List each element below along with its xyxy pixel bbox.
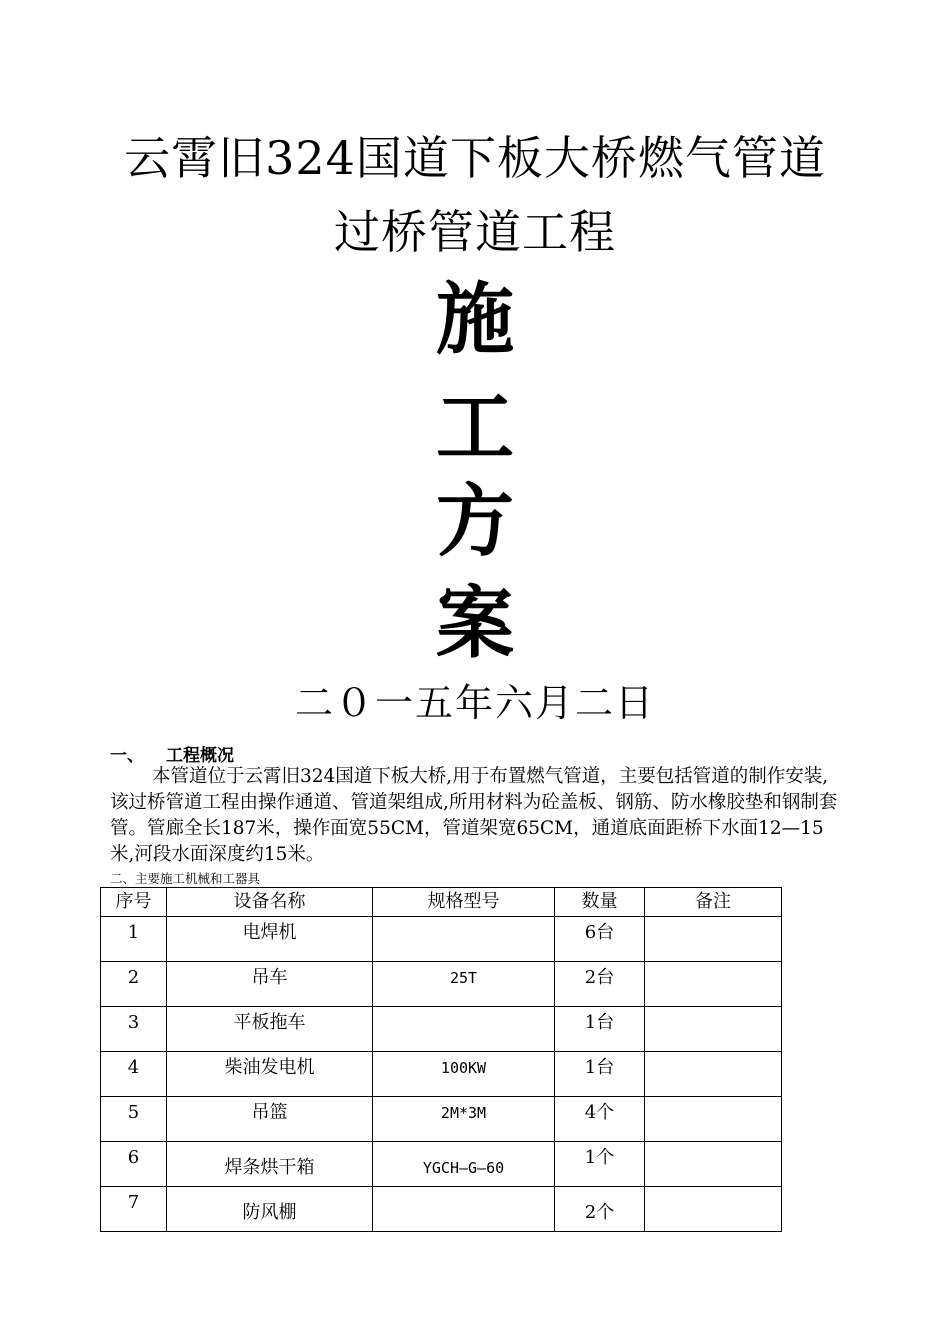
cell-equipment-name [167, 1142, 373, 1187]
table-row [101, 962, 782, 1007]
cell-spec-model: 100KW [373, 1052, 555, 1097]
cell-equipment-name-text: 防风棚 [242, 1202, 297, 1223]
header-remarks: 备注 [645, 888, 782, 917]
cell-index: 2 [101, 962, 167, 1007]
section1-title: 工程概况 [166, 746, 234, 766]
cell-spec-model [373, 1187, 555, 1232]
table-row [101, 1097, 782, 1142]
table-row [101, 1142, 782, 1187]
cover-date: 二０一五年六月二日 [294, 681, 655, 725]
cell-remarks [645, 1052, 782, 1097]
table-header-row [101, 888, 782, 917]
cell-quantity: 6台 [555, 917, 645, 962]
cell-index: 6 [101, 1142, 167, 1187]
cell-quantity-text: 2个 [584, 1202, 615, 1223]
cell-spec-model [373, 917, 555, 962]
header-spec-model: 规格型号 [373, 888, 555, 917]
cell-index: 5 [101, 1097, 167, 1142]
cell-remarks [645, 1187, 782, 1232]
cover-big-char-3: 方 [435, 477, 514, 567]
table-row [101, 1187, 782, 1232]
cell-index: 4 [101, 1052, 167, 1097]
cell-equipment-name: 柴油发电机 [167, 1052, 373, 1097]
cell-spec-model [373, 1142, 555, 1187]
header-quantity: 数量 [555, 888, 645, 917]
cover-title-line-1: 云霄旧324国道下板大桥燃气管道 [124, 131, 826, 185]
cell-quantity: 4个 [555, 1097, 645, 1142]
cell-remarks [645, 1142, 782, 1187]
cell-quantity: 1台 [555, 1007, 645, 1052]
cell-equipment-name: 电焊机 [167, 917, 373, 962]
cell-quantity: 2台 [555, 962, 645, 1007]
cover-big-char-4: 案 [435, 579, 514, 669]
cell-quantity [555, 1187, 645, 1232]
cell-equipment-name: 平板拖车 [167, 1007, 373, 1052]
table-row [101, 917, 782, 962]
section1-paragraph: 本管道位于云霄旧324国道下板大桥,用于布置燃气管道，主要包括管道的制作安装,该过桥管道工程由操作通道、管道架组成,所用材料为砼盖板、钢筋、防水橡胶垫和钢制套管。管廊全长187米，操作面宽55CM，管道架宽65CM，通道底面距桥下水面12—15米,河段水面深度约15米。 [110, 766, 838, 865]
header-index: 序号 [101, 888, 167, 917]
cover-title-line-2: 过桥管道工程 [334, 205, 616, 259]
cell-index: 1 [101, 917, 167, 962]
cell-equipment-name: 吊车 [167, 962, 373, 1007]
table-row [101, 1052, 782, 1097]
equipment-table [100, 887, 782, 1232]
section1-number: 一、 [110, 746, 144, 766]
section1-heading [110, 741, 234, 766]
cell-equipment-name-text: 焊条烘干箱 [224, 1157, 315, 1178]
cell-spec-model [373, 1007, 555, 1052]
cell-remarks [645, 1007, 782, 1052]
cell-spec-model: 2M*3M [373, 1097, 555, 1142]
cell-index: 3 [101, 1007, 167, 1052]
section2-heading: 二、主要施工机械和工器具 [110, 871, 261, 886]
cell-remarks [645, 917, 782, 962]
cell-spec-model: 25T [373, 962, 555, 1007]
cell-spec-model-text: YGCH—G—60 [422, 1159, 505, 1177]
cell-equipment-name [167, 1187, 373, 1232]
table-row [101, 1007, 782, 1052]
header-equipment-name: 设备名称 [167, 888, 373, 917]
cell-quantity: 1个 [555, 1142, 645, 1187]
cell-equipment-name: 吊篮 [167, 1097, 373, 1142]
cover-big-char-2: 工 [435, 383, 514, 473]
section1-paragraph-block [110, 764, 840, 868]
cell-quantity: 1台 [555, 1052, 645, 1097]
cell-index: 7 [101, 1187, 167, 1232]
cell-remarks [645, 962, 782, 1007]
cover-big-char-1: 施 [435, 275, 514, 365]
cell-remarks [645, 1097, 782, 1142]
